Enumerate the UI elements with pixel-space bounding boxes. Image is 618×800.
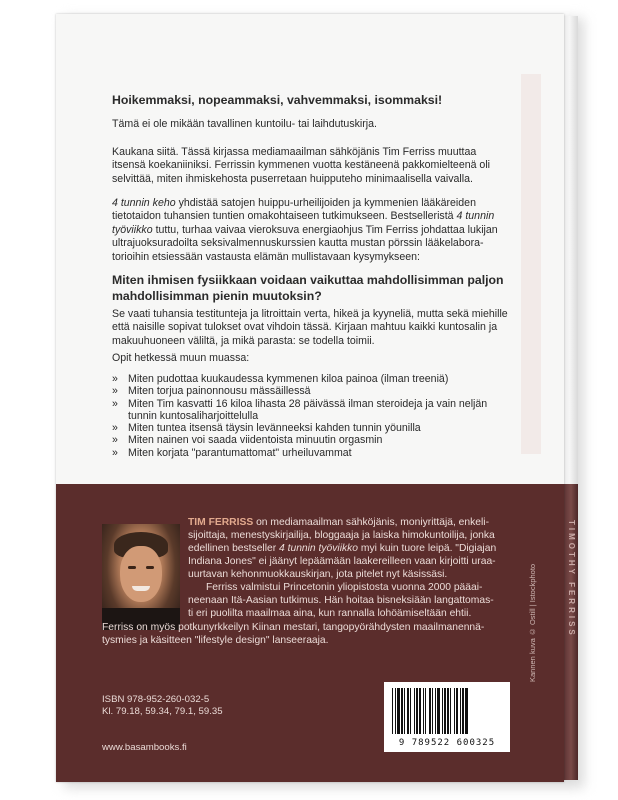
barcode-bar [419,688,421,734]
intro-paragraph: Tämä ei ole mikään tavallinen kuntoilu- tai laihdutuskirja. [112,118,377,130]
barcode-bar [465,688,468,734]
barcode-bar [392,688,393,734]
list-item: » Miten tuntea itsensä täysin levänneeksi kahden tunnin yöunilla [112,422,421,435]
author-bio-bottom: Ferriss on myös potkunyrkkeilyn Kiinan mestari, tangopyörähdysten maailmanennä- tysmies ja käsitteen "lifestyle design" lanseeraaja. [102,622,485,646]
p2-line-3: selvittää, miten ihmiskehosta puserretaan huipputeho minimaalisella vaivalla. [112,172,473,185]
bullet-mark: » [112,434,118,447]
barcode-bar [454,688,455,734]
paragraph-4 [112,308,512,348]
p3-line-3: tuttu, turhaa vaivaa vieroksuva energiaohjus Tim Ferriss johdattaa lukijan [152,223,498,236]
list-item: » Miten korjata "parantumattomat" urheiluvammat [112,446,352,459]
question-line-2: mahdollisimman pienin muutoksin? [112,289,322,303]
paragraph-5: Opit hetkessä muun muassa: [112,352,250,364]
barcode-bars [390,688,504,736]
author-name: TIM FERRISS [188,517,254,528]
barcode-bar [450,688,451,734]
photo-credit: Kannen kuva © Ostill | Istockphoto [528,563,537,682]
watermark-title [518,54,558,474]
p3-italic-2: työviikko [112,223,153,236]
barcode-number: 9 789522 600325 [398,738,496,748]
spine-author: TIMOTHY FERRISS [567,520,576,638]
barcode-bar [456,688,458,734]
barcode-bar [416,688,418,734]
photo-face [120,546,162,602]
barcode-bar [404,688,405,734]
question-line-1: Miten ihmisen fysiikkaan voidaan vaikuttaa mahdollisimman paljon [112,273,504,287]
barcode-bar [401,688,403,734]
watermark-shape [511,54,551,474]
p4-line-3: makuuhuoneen väliltä, ja mikä parasta: se todella toimii. [112,334,375,347]
p3-line-5: torioihin etsiessään vastausta elämän mullistavaan kysymykseen: [112,250,420,263]
p4-line-2: että naisille sopivat tulokset ovat vihdoin tässä. Kirjaan mahtuu kaikki kuntosalin ja [112,321,498,334]
barcode-bar [425,688,426,734]
author-photo [102,524,180,630]
barcode-bar [437,688,440,734]
paragraph-3 [112,197,512,264]
barcode-bar [432,688,433,734]
list-item-continuation: tunnin kuntosaliharjoittelulla [128,409,259,422]
isbn-info [102,694,342,718]
barcode-bar [414,688,415,734]
p2-line-2: itsensä koekaniiniksi. Ferrissin kymmenen vuotta kestäneenä pakkomielteenä oli [112,159,491,172]
list-item: » Miten Tim kasvatti 16 kiloa lihasta 28 päivässä ilman steroideja ja vain neljän [112,397,488,410]
author-bio-top: TIM FERRISS on mediamaailman sähköjänis, moniyrittäjä, enkeli- sijoittaja, menestyskirjailija, bloggaaja ja laiska himokuntoilija, jonka edellinen bestseller 4 tunnin työviikko myi kuin tuore leipä. "Digiajan Indiana Jones" ei jäänyt lepäämään laakereilleen vaan kirjoitti uraa- uurtavan kehonmuokkauskirjan, jota pitelet nyt käsissäsi. Ferriss valmistui Princetonin yliopistosta vuonna 2000 pääai- neenaan Itä-Aasian tutkimus. Hän hoitaa bisneksiään langattomas- ti eri puolilta maailmaa aina, kun rannalla lohöämiseltään ehtii. [188,517,497,619]
barcode-bar [462,688,464,734]
author-band [56,484,564,782]
p2-line-1: Kaukana siitä. Tässä kirjassa mediamaailman sähköjänis Tim Ferriss muuttaa [112,146,477,158]
paragraph-2 [112,146,512,186]
barcode-bar [435,688,436,734]
photo-smile [132,586,150,591]
list-item: » Miten torjua painonnousu mässäillessä [112,385,311,398]
library-class: Kl. 79.18, 59.34, 79.1, 59.35 [102,706,223,717]
bullet-mark: » [112,373,118,385]
barcode-bar [442,688,443,734]
photo-eye-right [146,566,154,569]
bullet-mark: » [112,422,118,435]
bullet-list [112,373,512,459]
bullet-mark: » [112,397,118,410]
bullet-mark: » [112,446,118,459]
barcode-bar [407,688,409,734]
barcode-bar [397,688,400,734]
p4-line-1: Se vaati tuhansia testitunteja ja litroittain verta, hikeä ja kyyneliä, mutta sekä miehille [112,308,508,320]
bullet-mark: » [112,385,118,398]
p3-line-2: tietotaidon tuhansien tuntien omakohtaiseen tutkimukseen. Bestselleristä [112,210,457,223]
book-title-italic: 4 tunnin keho [112,197,176,209]
barcode-bar [429,688,431,734]
barcode-bar [444,688,446,734]
barcode-bar [395,688,396,734]
photo-eye-left [128,566,136,569]
headline: Hoikemmaksi, nopeammaksi, vahvemmaksi, isommaksi! [112,93,443,107]
p3-italic-1: 4 tunnin [456,210,495,223]
p3-line-1: yhdistää satojen huippu-urheilijoiden ja kymmenien lääkäreiden [175,197,476,209]
key-question [112,272,532,304]
list-item: » Miten pudottaa kuukaudessa kymmenen kiloa painoa (ilman treeniä) [112,373,449,385]
barcode-bar [410,688,411,734]
barcode-bar [460,688,461,734]
barcode-bar [447,688,449,734]
isbn-number: ISBN 978-952-260-032-5 [102,694,210,705]
upper-section [56,14,564,484]
back-cover [56,14,564,782]
bio-book-title: 4 tunnin työviikko [279,543,359,554]
p3-line-4: ultrajuoksuradoilta seksivalmennuskurssien kautta mustan pörssin lääkelabora- [112,237,484,250]
barcode-bar [423,688,424,734]
barcode [384,682,510,752]
publisher-website: www.basambooks.fi [102,742,187,753]
list-item: » Miten nainen voi saada viidentoista minuutin orgasmin [112,434,383,447]
